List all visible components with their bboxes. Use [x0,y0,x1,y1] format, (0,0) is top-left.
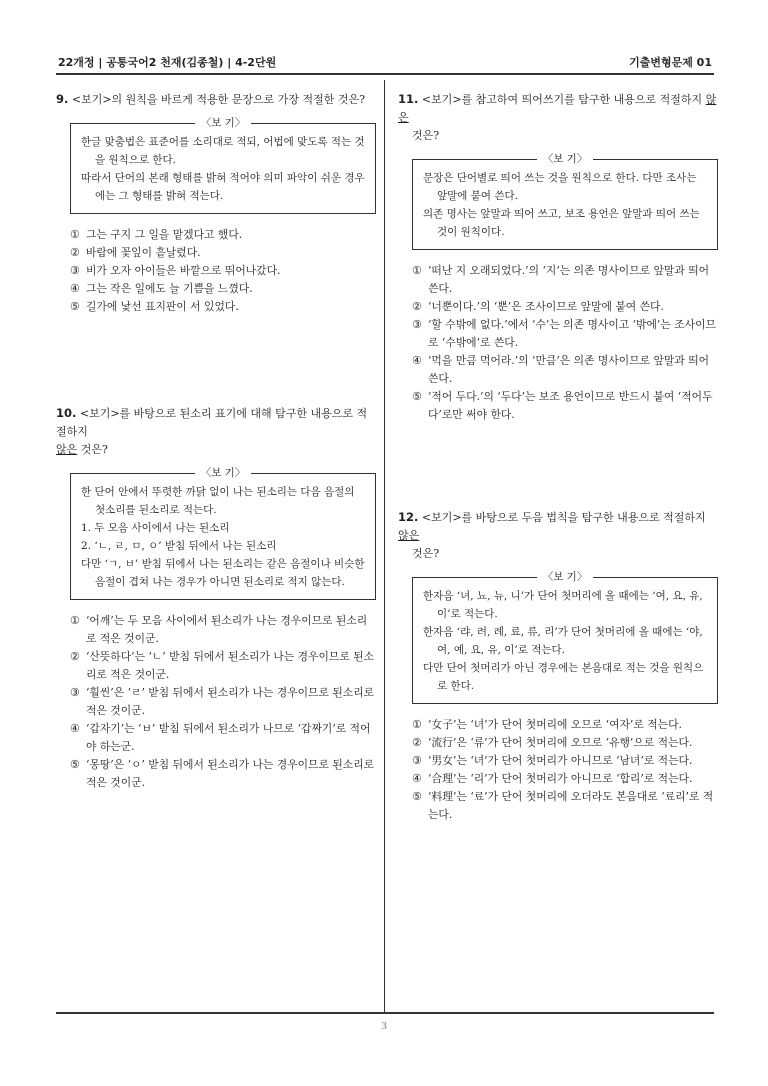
question-9 [56,90,376,316]
bogi-box [70,467,376,600]
bogi-box [70,117,376,214]
page-number: 3 [381,1020,387,1032]
bogi-line: 문장은 단어별로 띄어 쓰는 것을 원칙으로 한다. 다만 조사는 앞말에 붙여 쓴다. [423,172,697,202]
header-worksheet-title: 기출변형문제 01 [629,56,712,69]
question-text: <보기>의 원칙을 바르게 적용한 문장으로 가장 적절한 것은? [71,93,366,106]
answer-options [398,262,718,424]
option-5[interactable]: ⑤ ‘적어 두다.’의 ‘두다’는 보조 용언이므로 반드시 붙여 ‘적어두다’로만 써야 한다. [412,390,713,421]
option-2[interactable]: ② ‘流行’은 ‘류’가 단어 첫머리에 오므로 ‘유행’으로 적는다. [412,736,693,749]
option-1[interactable]: ① ‘떠난 지 오래되었다.’의 ‘지’는 의존 명사이므로 앞말과 띄어 쓴다. [412,264,710,295]
bogi-line: 1. 두 모음 사이에서 나는 된소리 [81,522,230,534]
option-4[interactable]: ④ 그는 작은 일에도 늘 기쁨을 느꼈다. [70,282,253,295]
bogi-title: 〈보 기〉 [195,467,252,479]
question-text: <보기>를 바탕으로 두음 법칙을 탐구한 내용으로 적절하지 [421,511,706,524]
option-2[interactable]: ② 바람에 꽃잎이 흩날렸다. [70,246,201,259]
bogi-line: 따라서 단어의 본래 형태를 밝혀 적어야 의미 파악이 쉬운 경우에는 그 형태를 밝혀 적는다. [81,172,365,202]
question-10-stem: 10. <보기>를 바탕으로 된소리 표기에 대해 탐구한 내용으로 적절하지 않은 것은? [56,406,368,456]
bogi-line: 의존 명사는 앞말과 띄어 쓰고, 보조 용언은 앞말과 띄어 쓰는 것이 원칙이다. [423,208,700,238]
bogi-line: 다만 ‘ㄱ, ㅂ’ 받침 뒤에서 나는 된소리는 같은 음절이나 비슷한 음절이 겹쳐 나는 경우가 아니면 된소리로 적지 않는다. [81,558,365,588]
question-number: 11. [398,92,419,106]
bogi-box [412,153,718,250]
question-9-stem [56,90,376,109]
option-5[interactable]: ⑤ 길가에 낯선 표지판이 서 있었다. [70,300,239,313]
question-text-emphasis: 않은 [56,443,78,456]
answer-options [56,226,376,316]
option-5[interactable]: ⑤ ‘料理’는 ‘료’가 단어 첫머리에 오더라도 본음대로 ‘료리’로 적는다. [412,790,714,821]
bogi-title: 〈보 기〉 [537,153,594,165]
option-2[interactable]: ② ‘너뿐이다.’의 ‘뿐’은 조사이므로 앞말에 붙여 쓴다. [412,300,664,313]
option-4[interactable]: ④ ‘갑자기’는 ‘ㅂ’ 받침 뒤에서 된소리가 나므로 ‘갑짜기’로 적어야 하는군. [70,722,371,753]
option-3[interactable]: ③ ‘男女’는 ‘녀’가 단어 첫머리가 아니므로 ‘남녀’로 적는다. [412,754,693,767]
question-11 [398,90,718,424]
option-1[interactable]: ① ‘女子’는 ‘녀’가 단어 첫머리에 오므로 ‘여자’로 적는다. [412,718,682,731]
question-number: 12. [398,510,419,524]
header-course-info: 22개정 | 공통국어2 천재(김종철) | 4-2단원 [58,56,277,69]
bogi-line: 한 단어 안에서 뚜렷한 까닭 없이 나는 된소리는 다음 음절의 첫소리를 된소리로 적는다. [81,486,355,516]
question-number: 9. [56,92,69,106]
bogi-box [412,571,718,704]
question-text: <보기>를 바탕으로 된소리 표기에 대해 탐구한 내용으로 적절하지 [56,407,368,438]
question-text: <보기>를 참고하여 띄어쓰기를 탐구한 내용으로 적절하지 [421,93,703,106]
option-1[interactable]: ① 그는 구지 그 일을 맡겠다고 했다. [70,228,243,241]
bogi-line: 한자음 ‘녀, 뇨, 뉴, 니’가 단어 첫머리에 올 때에는 ‘여, 요, 유, 이’로 적는다. [423,590,703,620]
right-column [398,90,718,824]
question-text-emphasis: 않은 [398,529,420,542]
column-divider [384,80,385,1012]
option-3[interactable]: ③ ‘훨씬’은 ‘ㄹ’ 받침 뒤에서 된소리가 나는 경우이므로 된소리로 적은 것이군. [70,686,375,717]
answer-options [398,716,718,824]
option-4[interactable]: ④ ‘合理’는 ‘리’가 단어 첫머리가 아니므로 ‘합리’로 적는다. [412,772,693,785]
bogi-line: 한자음 ‘랴, 려, 례, 료, 류, 리’가 단어 첫머리에 올 때에는 ‘야, 여, 예, 요, 유, 이’로 적는다. [423,626,703,656]
left-column [56,90,376,792]
option-3[interactable]: ③ 비가 오자 아이들은 바깥으로 뛰어나갔다. [70,264,281,277]
bogi-line: 한글 맞춤법은 표준어를 소리대로 적되, 어법에 맞도록 적는 것을 원칙으로 한다. [81,136,365,166]
question-number: 10. [56,406,77,420]
header-rule [56,73,714,75]
option-1[interactable]: ① ‘어깨’는 두 모음 사이에서 된소리가 나는 경우이므로 된소리로 적은 것이군. [70,614,368,645]
answer-options [56,612,376,792]
footer-rule [56,1012,714,1014]
question-11-stem: 11. <보기>를 참고하여 띄어쓰기를 탐구한 내용으로 적절하지 않은 것은? [398,92,717,142]
question-10 [56,404,376,792]
question-text-emphasis: 않은 [398,93,717,124]
option-5[interactable]: ⑤ ‘몽땅’은 ‘ㅇ’ 받침 뒤에서 된소리가 나는 경우이므로 된소리로 적은 것이군. [70,758,375,789]
option-4[interactable]: ④ ‘먹을 만큼 먹어라.’의 ‘만큼’은 의존 명사이므로 앞말과 띄어 쓴다. [412,354,710,385]
bogi-line: 2. ‘ㄴ, ㄹ, ㅁ, ㅇ’ 받침 뒤에서 나는 된소리 [81,540,277,552]
bogi-title: 〈보 기〉 [195,117,252,129]
question-12 [398,508,718,824]
question-12-stem: 12. <보기>를 바탕으로 두음 법칙을 탐구한 내용으로 적절하지 않은 것은? [398,510,706,560]
page-header [56,50,714,72]
bogi-line: 다만 단어 첫머리가 아닌 경우에는 본음대로 적는 것을 원칙으로 한다. [423,662,704,692]
option-3[interactable]: ③ ‘할 수밖에 없다.’에서 ‘수’는 의존 명사이고 ‘밖에’는 조사이므로 ‘수밖에’로 쓴다. [412,318,716,349]
option-2[interactable]: ② ‘산뜻하다’는 ‘ㄴ’ 받침 뒤에서 된소리가 나는 경우이므로 된소리로 적은 것이군. [70,650,375,681]
bogi-title: 〈보 기〉 [537,571,594,583]
